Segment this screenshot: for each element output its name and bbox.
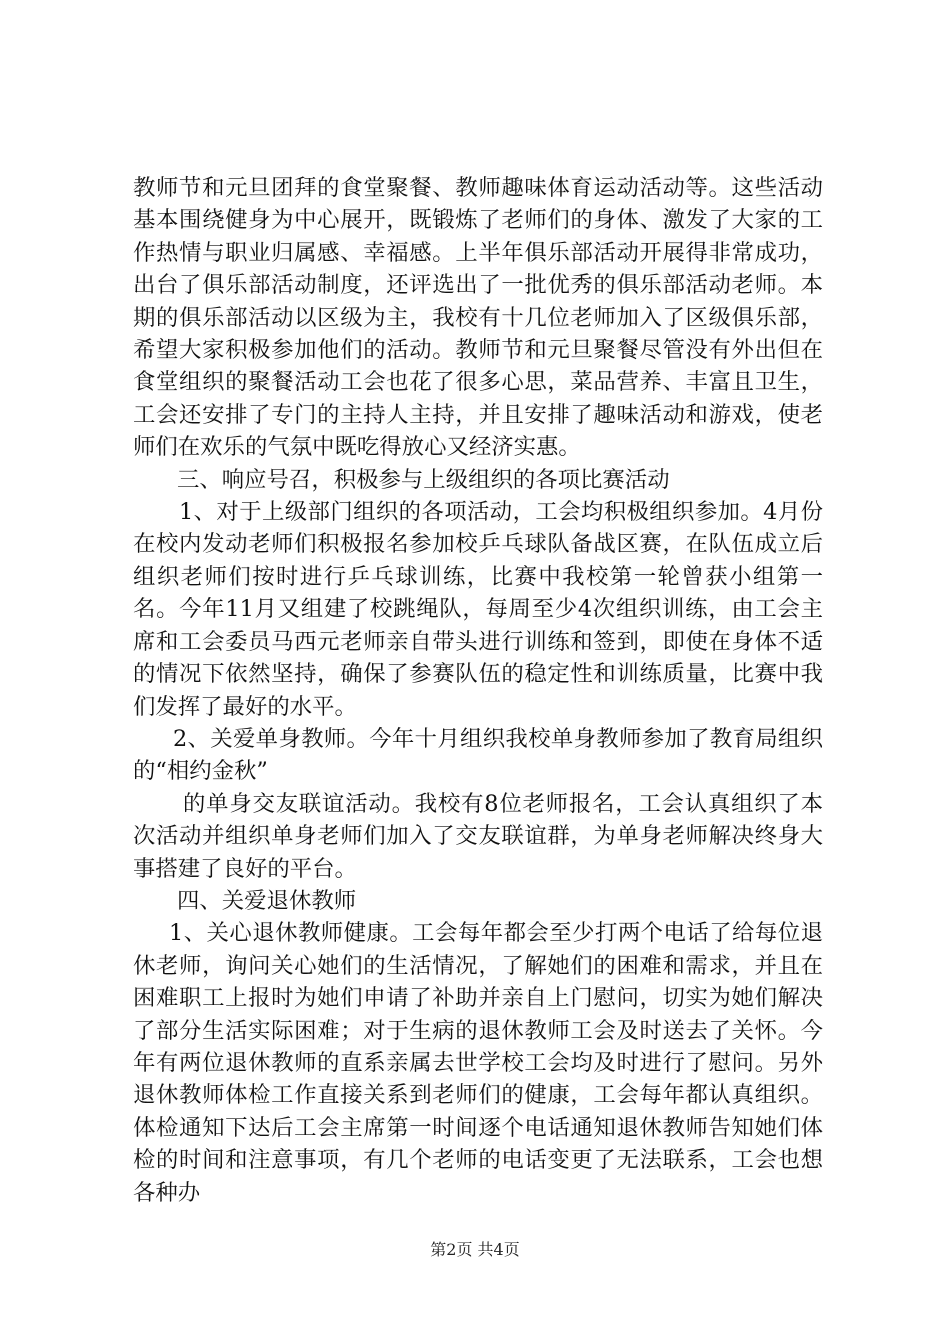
paragraph-activities: 教师节和元旦团拜的食堂聚餐、教师趣味体育运动活动等。这些活动基本围绕健身为中心展开，既锻炼了老师们的身体、激发了大家的工作热情与职业归属感、幸福感。上半年俱乐部活动开展得非常成功，出台了俱乐部活动制度，还评选出了一批优秀的俱乐部活动老师。本期的俱乐部活动以区级为主，我校有十几位老师加入了区级俱乐部，希望大家积极参加他们的活动。教师节和元旦聚餐尽管没有外出但在食堂组织的聚餐活动工会也花了很多心思，菜品营养、丰富且卫生，工会还安排了专门的主持人主持，并且安排了趣味活动和游戏，使老师们在欢乐的气氛中既吃得放心又经济实惠。	[133, 175, 823, 461]
paragraph-retired-teachers: 1、关心退休教师健康。工会每年都会至少打两个电话了给每位退休老师，询问关心她们的生活情况，了解她们的困难和需求，并且在困难职工上报时为她们申请了补助并亲自上门慰问，切实为她们解决了部分生活实际困难；对于生病的退休教师工会及时送去了关怀。今年有两位退休教师的直系亲属去世学校工会均及时进行了慰问。另外退休教师体检工作直接关系到老师们的健康，工会每年都认真组织。体检通知下达后工会主席第一时间逐个电话通知退休教师告知她们体检的时间和注意事项，有几个老师的电话变更了无法联系，工会也想各种办	[133, 920, 823, 1206]
paragraph-single-teachers: 2、关爱单身教师。今年十月组织我校单身教师参加了教育局组织的“相约金秋”	[133, 725, 823, 785]
paragraph-single-teachers-cont: 的单身交友联谊活动。我校有8位老师报名，工会认真组织了本次活动并组织单身老师们加入了交友联谊群，为单身老师解决终身大事搭建了良好的平台。	[133, 790, 823, 882]
page-footer: 第2页 共4页	[430, 1240, 520, 1259]
section-heading-4: 四、关爱退休教师	[177, 887, 357, 914]
paragraph-competitions: 1、对于上级部门组织的各项活动，工会均积极组织参加。4月份在校内发动老师们积极报名参加校乒乓球队备战区赛，在队伍成立后组织老师们按时进行乒乓球训练，比赛中我校第一轮曾获小组第一名。今年11月又组建了校跳绳队，每周至少4次组织训练，由工会主席和工会委员马西元老师亲自带头进行训练和签到，即使在身体不适的情况下依然坚持，确保了参赛队伍的稳定性和训练质量，比赛中我们发挥了最好的水平。	[133, 499, 823, 720]
document-body	[133, 172, 823, 1209]
section-heading-3: 三、响应号召，积极参与上级组织的各项比赛活动	[177, 466, 670, 493]
